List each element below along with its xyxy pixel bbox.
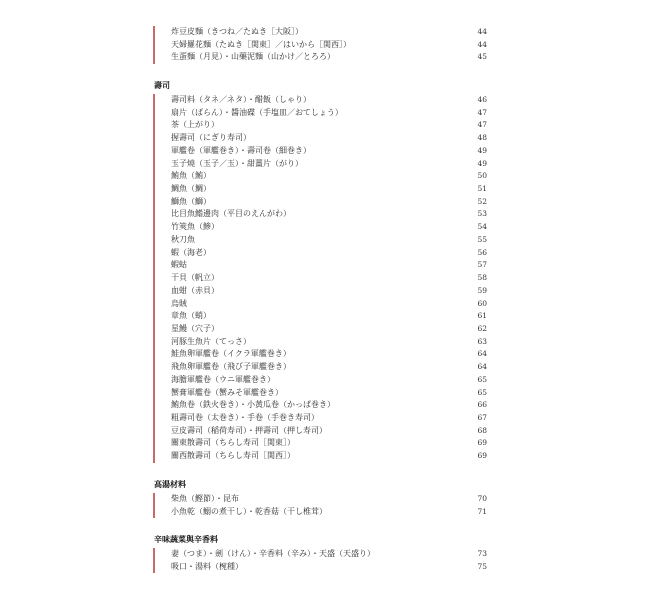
toc-entry [153,196,487,209]
toc-entry [153,39,487,52]
toc-entry [153,94,487,107]
entry-title: 炸豆皮麵（きつね／たぬき［大阪］） [171,27,303,36]
entry-title: 秋刀魚 [171,234,195,244]
entry-page-number: 57 [477,260,487,270]
entry-page-number: 51 [477,184,487,194]
entry-title: 握壽司（にぎり寿司） [171,133,251,143]
entry-title: 天婦羅花麵（たぬき［関東］／はいから［関西］） [171,39,351,49]
entry-page-number: 73 [477,549,487,558]
entry-page-number: 67 [477,412,487,422]
entry-page-number: 58 [477,273,487,283]
entry-title: 鯛魚（鯛） [171,184,211,194]
entry-title: 鮪魚（鮪） [171,171,211,181]
entry-page-number: 70 [477,494,487,503]
toc-entry [153,506,487,519]
entry-title: 扇片（ばらん）・醬油碟（手塩皿／おてしょう） [171,107,343,117]
toc-entry [153,51,487,64]
entry-title: 粗壽司卷（太巻き）・手卷（手巻き寿司） [171,412,319,422]
toc-entry [153,234,487,247]
entry-page-number: 52 [477,196,487,206]
section-heading-condiments: 辛味蔬菜與辛香料 [154,535,218,544]
toc-entry [153,399,487,412]
entry-page-number: 56 [477,247,487,257]
toc-entry [153,145,487,158]
entry-page-number: 44 [477,27,487,36]
toc-group-noodles [153,26,487,64]
toc-entry [153,493,487,506]
entry-page-number: 64 [477,349,487,359]
entry-page-number: 71 [477,506,487,516]
entry-page-number: 49 [477,158,487,168]
toc-entry [153,387,487,400]
entry-title: 鰤魚（鰤） [171,196,211,206]
toc-entry [153,259,487,272]
toc-entry [153,548,487,561]
toc-entry [153,310,487,323]
entry-page-number: 49 [477,145,487,155]
toc-entry [153,437,487,450]
entry-page-number: 62 [477,323,487,333]
toc-entry [153,221,487,234]
entry-page-number: 60 [477,298,487,308]
entry-title: 小魚乾（鰯の煮干し）・乾香菇（干し椎茸） [171,506,327,516]
toc-entry [153,425,487,438]
entry-title: 蝦（海老） [171,247,211,257]
entry-page-number: 64 [477,362,487,372]
entry-title: 鮭魚卵軍艦卷（イクラ軍艦巻き） [171,349,291,359]
toc-entry [153,132,487,145]
toc-entry [153,361,487,374]
toc-entry [153,561,487,574]
entry-title: 比目魚鰭邊肉（平目のえんがわ） [171,209,291,219]
entry-page-number: 69 [477,451,487,461]
entry-title: 鮪魚卷（鉄火巻き）・小黃瓜卷（かっぱ巻き） [171,400,335,410]
entry-title: 竹筴魚（鯵） [171,222,219,232]
toc-entry [153,336,487,349]
toc-group-sushi [153,94,487,463]
entry-page-number: 61 [477,311,487,321]
entry-title: 生蛋麵（月見）・山藥泥麵（山かけ／とろろ） [171,52,335,62]
toc-entry [153,285,487,298]
toc-entry [153,107,487,120]
entry-title: 海膽軍艦卷（ウニ軍艦巻き） [171,374,275,384]
entry-page-number: 47 [477,107,487,117]
entry-page-number: 48 [477,133,487,143]
entry-title: 關西散壽司（ちらし寿司［関西］） [171,451,295,461]
entry-page-number: 75 [477,561,487,571]
entry-page-number: 44 [477,39,487,49]
toc-entry [153,412,487,425]
entry-page-number: 46 [477,95,487,104]
entry-page-number: 69 [477,438,487,448]
entry-title: 河豚生魚片（てっさ） [171,336,251,346]
toc-entry [153,247,487,260]
entry-title: 妻（つま）・劍（けん）・辛香料（辛み）・天盛（天盛り） [171,549,375,558]
entry-title: 血蚶（赤貝） [171,285,219,295]
section-heading-stock: 高湯材料 [154,480,186,489]
entry-title: 章魚（蛸） [171,311,211,321]
toc-entry [153,374,487,387]
entry-page-number: 53 [477,209,487,219]
section-heading-sushi: 壽司 [154,81,170,90]
toc-entry [153,272,487,285]
entry-title: 吸口・湯料（椀種） [171,561,243,571]
entry-title: 茶（上がり） [171,120,219,130]
entry-title: 飛魚卵軍艦卷（飛び子軍艦巻き） [171,362,291,372]
toc-entry [153,208,487,221]
entry-page-number: 63 [477,336,487,346]
entry-page-number: 66 [477,400,487,410]
entry-page-number: 45 [477,52,487,62]
entry-page-number: 50 [477,171,487,181]
entry-title: 壽司料（タネ／ネタ）・醋飯（しゃり） [171,95,311,104]
entry-title: 玉子燒（玉子／玉）・甜薑片（がり） [171,158,303,168]
entry-title: 烏賊 [171,298,187,308]
entry-title: 柴魚（鰹節）・昆布 [171,494,239,503]
toc-entry [153,348,487,361]
toc-entry [153,323,487,336]
entry-page-number: 65 [477,374,487,384]
entry-title: 豆皮壽司（稲荷寿司）・押壽司（押し寿司） [171,425,327,435]
toc-group-condiments [153,548,487,573]
entry-title: 干貝（帆立） [171,273,219,283]
toc-entry [153,26,487,39]
entry-page-number: 47 [477,120,487,130]
toc-entry [153,450,487,463]
entry-title: 關東散壽司（ちらし寿司［関東］） [171,438,295,448]
entry-page-number: 59 [477,285,487,295]
toc-group-stock [153,493,487,518]
toc-entry [153,298,487,311]
entry-page-number: 65 [477,387,487,397]
entry-page-number: 55 [477,234,487,244]
entry-title: 星鰻（穴子） [171,323,219,333]
toc-entry [153,170,487,183]
entry-page-number: 68 [477,425,487,435]
entry-title: 蝦蛄 [171,260,187,270]
entry-title: 蟹膏軍艦卷（蟹みそ軍艦巻き） [171,387,283,397]
entry-title: 軍艦卷（軍艦巻き）・壽司卷（細巻き） [171,145,311,155]
toc-entry [153,158,487,171]
entry-page-number: 54 [477,222,487,232]
toc-entry [153,183,487,196]
toc-entry [153,119,487,132]
